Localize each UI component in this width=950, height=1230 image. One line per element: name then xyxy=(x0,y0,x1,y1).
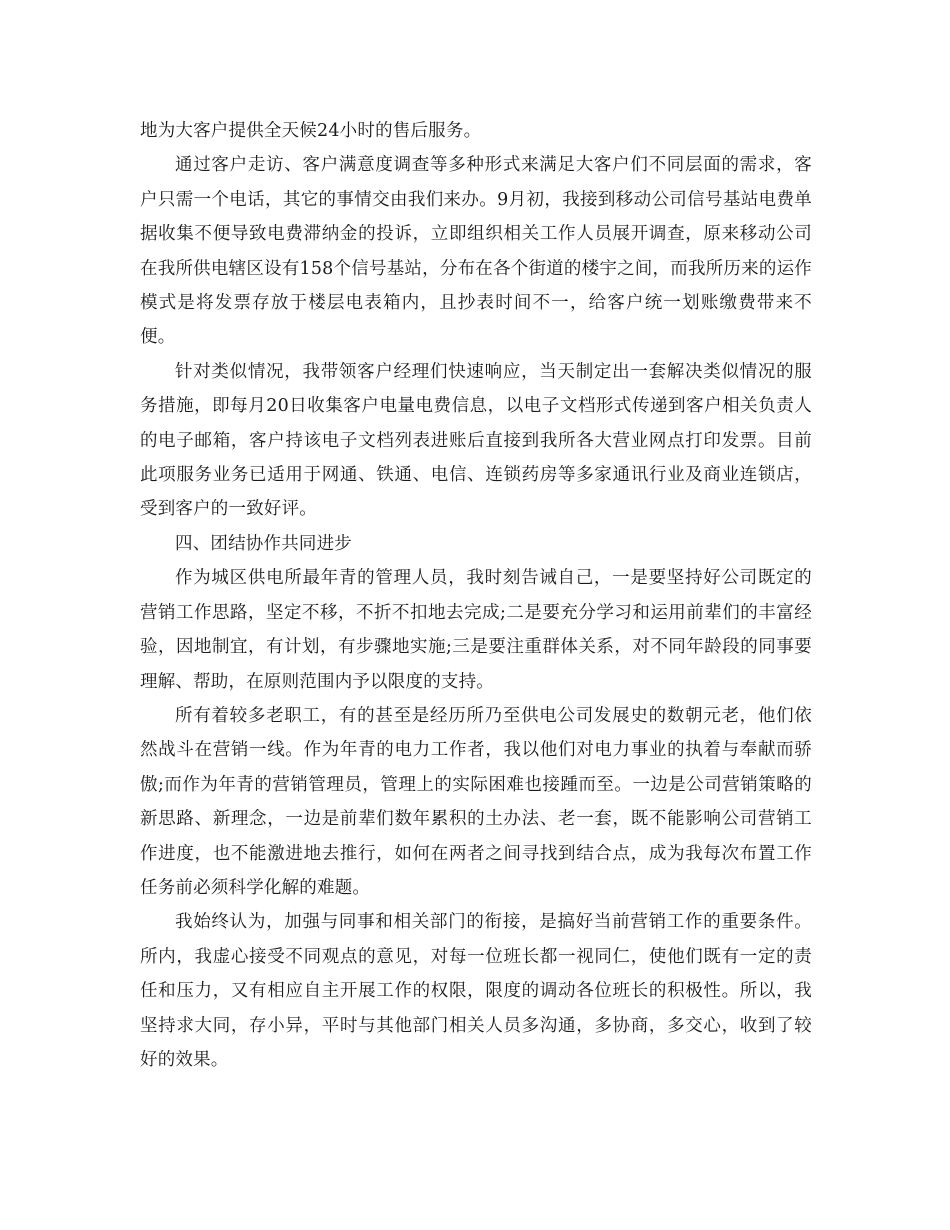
section-heading: 四、团结协作共同进步 xyxy=(175,533,352,554)
paragraph-customer-visits: 通过客户走访、客户满意度调查等多种形式来满足大客户们不同层面的需求，客户只需一个电话，其它的事情交由我们来办。9月初，我接到移动公司信号基站电费单据收集不便导致电费滞纳金的投诉，立即组织相关工作人员展开调查，原来移动公司在我所供电辖区设有158个信号基站，分布在各个街道的楼宇之间，而我所历来的运作模式是将发票存放于楼层电表箱内，且抄表时间不一，给客户统一划账缴费带来不便。 xyxy=(140,155,812,348)
paragraph-senior-staff: 所有着较多老职工，有的甚至是经历所乃至供电公司发展史的数朝元老，他们依然战斗在营销一线。作为年青的电力工作者，我以他们对电力事业的执着与奉献而骄傲;而作为年青的营销管理员，管理上的实际困难也接踵而至。一边是公司营销策略的新思路、新理念，一边是前辈们数年累积的土办法、老一套，既不能影响公司营销工作进度，也不能激进地去推行，如何在两者之间寻找到结合点，成为我每次布置工作任务前必须科学化解的难题。 xyxy=(140,705,812,898)
paragraph-continued: 地为大客户提供全天候24小时的售后服务。 xyxy=(140,121,482,141)
paragraph-service-measures: 针对类似情况，我带领客户经理们快速响应，当天制定出一套解决类似情况的服务措施，即每月20日收集客户电量电费信息，以电子文档形式传递到客户相关负责人的电子邮箱，客户持该电子文档列表进账后直接到我所各大营业网点打印发票。目前此项服务业务已适用于网通、铁通、电信、连锁药房等多家通讯行业及商业连锁店，受到客户的一致好评。 xyxy=(140,361,812,520)
paragraph-self-discipline: 作为城区供电所最年青的管理人员，我时刻告诫自己，一是要坚持好公司既定的营销工作思路，坚定不移，不折不扣地去完成;二是要充分学习和运用前辈们的丰富经验，因地制宜，有计划，有步骤地实施;三是要注重群体关系，对不同年龄段的同事要理解、帮助，在原则范围内予以限度的支持。 xyxy=(140,568,812,692)
document-body xyxy=(140,114,812,1077)
paragraph-cooperation: 我始终认为，加强与同事和相关部门的衔接，是搞好当前营销工作的重要条件。所内，我虚心接受不同观点的意见，对每一位班长都一视同仁，使他们既有一定的责任和压力，又有相应自主开展工作的权限，限度的调动各位班长的积极性。所以，我坚持求大同，存小异，平时与其他部门相关人员多沟通，多协商，多交心，收到了较好的效果。 xyxy=(140,912,812,1070)
